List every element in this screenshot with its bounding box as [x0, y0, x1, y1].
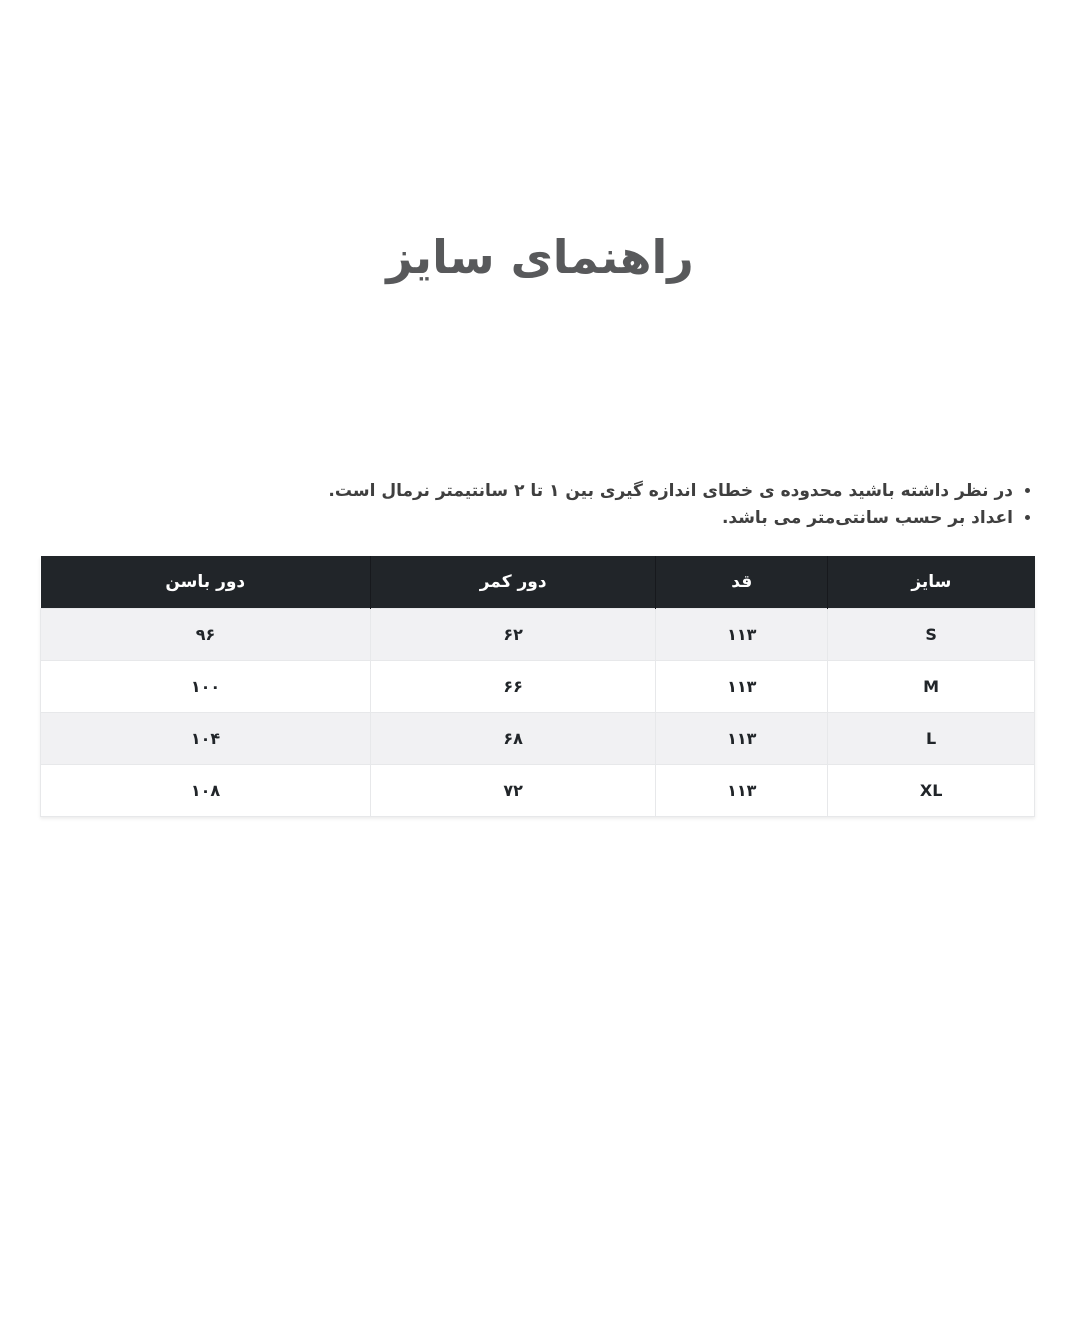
- cell-waist: ۶۶: [371, 660, 656, 712]
- cell-hip: ۱۰۰: [41, 660, 371, 712]
- size-row-s: [41, 608, 1035, 660]
- notes-list: [40, 478, 1035, 532]
- cell-size: S: [828, 608, 1035, 660]
- size-row-m: [41, 660, 1035, 712]
- page-title: راهنمای سایز: [386, 230, 694, 284]
- col-header-size: سایز: [828, 556, 1035, 608]
- cell-size: M: [828, 660, 1035, 712]
- cell-size: L: [828, 712, 1035, 764]
- cell-hip: ۱۰۸: [41, 764, 371, 816]
- cell-hip: ۹۶: [41, 608, 371, 660]
- cell-height: ۱۱۳: [656, 712, 828, 764]
- size-row-xl: [41, 764, 1035, 816]
- notes-section: [40, 478, 1035, 532]
- cell-waist: ۶۸: [371, 712, 656, 764]
- note-measurement-error: • در نظر داشته باشید محدوده ی خطای اندازه گیری بین ۱ تا ۲ سانتیمتر نرمال است.: [40, 478, 1013, 505]
- cell-waist: ۷۲: [371, 764, 656, 816]
- col-header-height: قد: [656, 556, 828, 608]
- cell-waist: ۶۲: [371, 608, 656, 660]
- size-row-l: [41, 712, 1035, 764]
- note-units: • اعداد بر حسب سانتی‌متر می باشد.: [40, 505, 1013, 532]
- cell-size: XL: [828, 764, 1035, 816]
- col-header-waist: دور کمر: [371, 556, 656, 608]
- size-table-header-row: [41, 556, 1035, 608]
- cell-height: ۱۱۳: [656, 660, 828, 712]
- cell-hip: ۱۰۴: [41, 712, 371, 764]
- col-header-hip: دور باسن: [41, 556, 371, 608]
- cell-height: ۱۱۳: [656, 608, 828, 660]
- cell-height: ۱۱۳: [656, 764, 828, 816]
- size-table: [40, 556, 1035, 817]
